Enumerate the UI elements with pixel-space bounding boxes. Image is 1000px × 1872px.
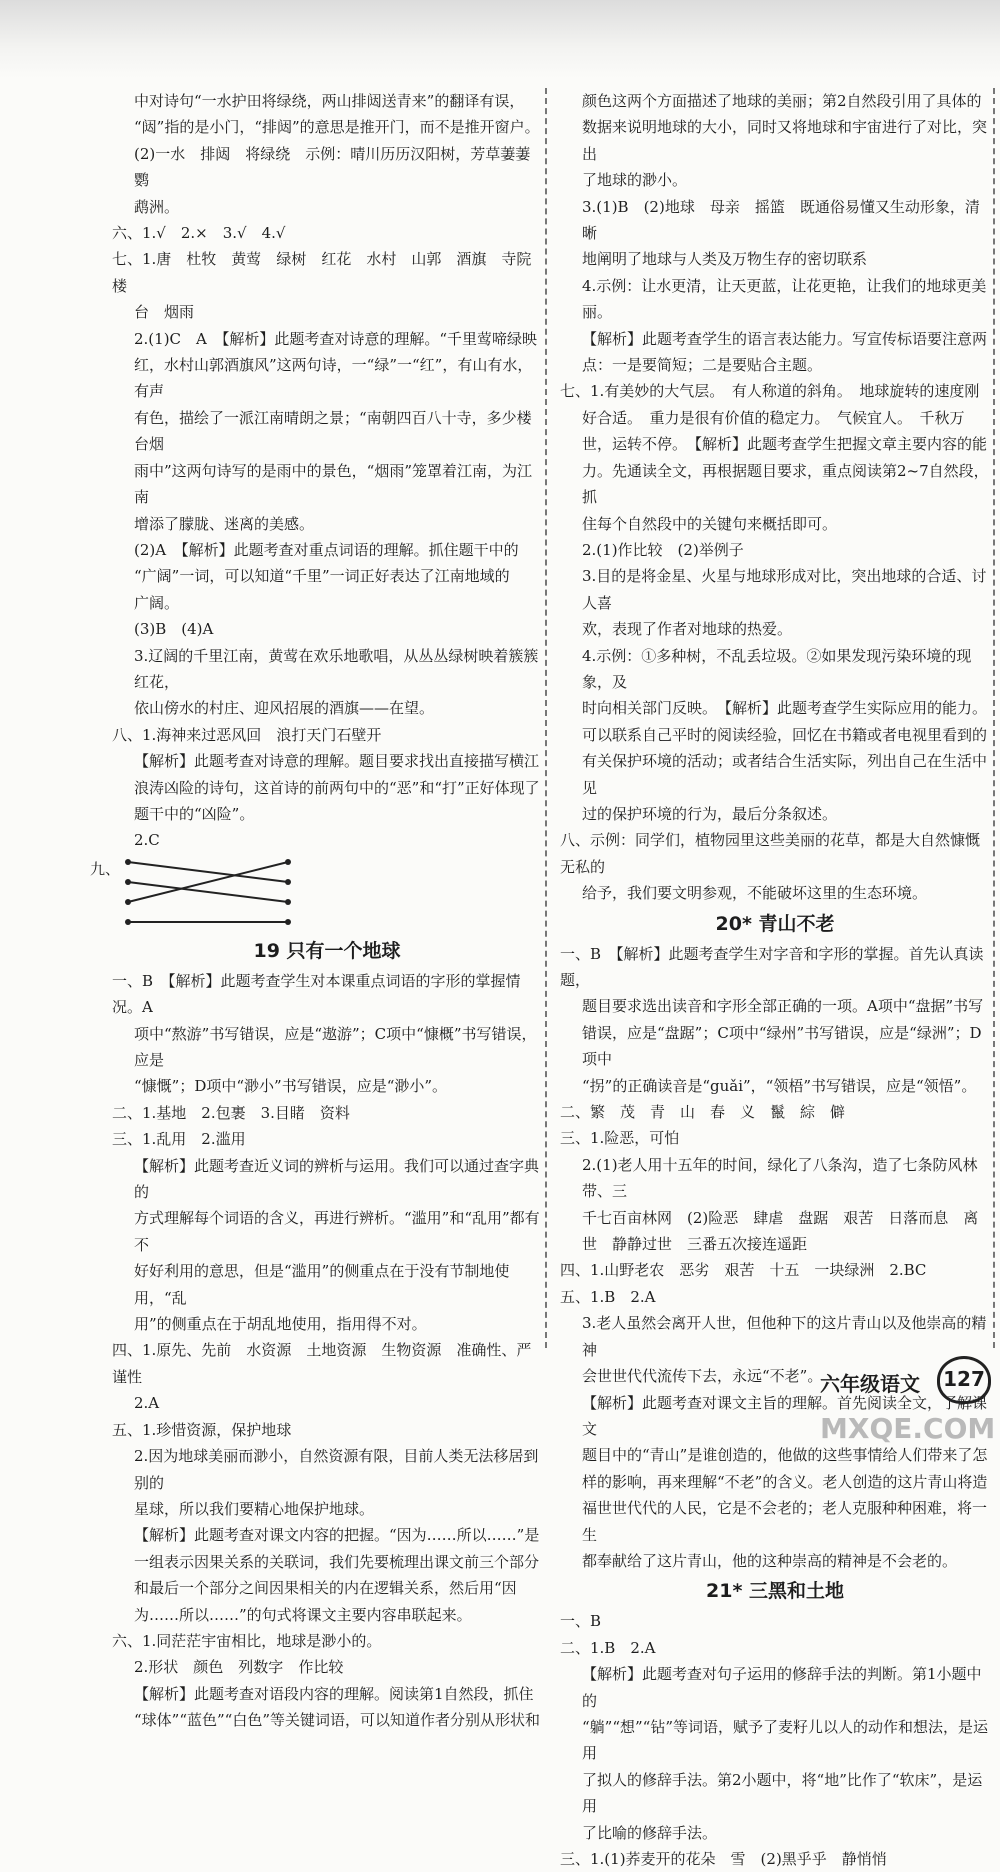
text-line: 【解析】此题考查学生的语言表达能力。写宣传标语要注意两 [582,329,988,348]
text-line: “广阔”一词，可以知道“千里”一词正好表达了江南地域的 [134,567,510,586]
text-line: 题目要求选出读音和字形全部正确的一项。A项中“盘据”书写 [582,997,984,1016]
text-line: 中对诗句“一水护田将绿绕，两山排闼送青来”的翻译有误， [134,92,525,110]
text-line: 都奉献给了这片青山，他的这种崇高的精神是不会老的。 [582,1551,958,1570]
text-line: 四、1.原先、先前 水资源 土地资源 生物资源 准确性、严谨性 [112,1341,532,1386]
text-line: 千七百亩林网 (2)险恶 肆虐 盘踞 艰苦 日落而息 离 [582,1208,979,1227]
text-line: 了比喻的修辞手法。 [582,1823,718,1842]
text-line: 有色，描绘了一派江南晴朗之景；“南朝四百八十寺，多少楼台烟 [134,408,532,454]
text-line: 增添了朦胧、迷离的美感。 [134,514,315,533]
text-line: 给予，我们要文明参观，不能破坏这里的生态环境。 [582,884,928,903]
text-line: 2.形状 颜色 列数字 作比较 [134,1658,344,1677]
text-line: 3.老人虽然会离开人世，但他种下的这片青山以及他崇高的精神 [582,1314,987,1359]
text-line: 八、1.海神来过恶风回 浪打天门石壁开 [112,725,382,744]
text-line: 福世世代代的人民，它是不会老的；老人克服种种困难，将一生 [582,1499,988,1544]
text-line: 4.示例：让水更清，让天更蓝，让花更艳，让我们的地球更美丽。 [582,276,987,322]
right-column [560,88,990,1872]
text-line: 广阔。 [134,593,180,612]
text-line: 雨中”这两句诗写的是雨中的景色，“烟雨”笼罩着江南，为江南 [134,461,533,507]
text-line: 2.因为地球美丽而渺小，自然资源有限，目前人类无法移居到别的 [134,1447,539,1492]
text-line: 2.(1)老人用十五年的时间，绿化了八条沟，造了七条防风林带、三 [582,1155,978,1201]
text-line: 五、1.B 2.A [560,1287,656,1306]
text-line: 点：一是要简短；二是要贴合主题。 [582,356,823,375]
text-line: 题目中的“青山”是谁创造的，他做的这些事情给人们带来了怎 [582,1446,988,1465]
text-line: 【解析】此题考查对课文主旨的理解。首先阅读全文，了解课文 [582,1393,988,1438]
text-line: 台 烟雨 [134,303,195,322]
text-line: (3)B (4)A [134,620,214,639]
text-line: 3.辽阔的千里江南，黄莺在欢乐地歌唱，从丛丛绿树映着簇簇红花， [134,646,539,691]
left-column [90,88,547,1734]
text-line: 【解析】此题考查对句子运用的修辞手法的判断。第1小题中的 [582,1665,982,1710]
text-line: 一、B 【解析】此题考查学生对本课重点词语的字形的掌握情况。A [112,971,521,1017]
text-line: 七、1.唐 杜牧 黄莺 绿树 红花 水村 山郭 酒旗 寺院 楼 [112,250,547,295]
lesson-19-heading: 19 只有一个地球 [253,939,401,962]
text-line: 数据来说明地球的大小，同时又将地球和宇宙进行了对比，突出 [582,118,988,163]
text-line: 世 静静过世 三番五次接连遥距 [582,1235,808,1254]
text-line: 用”的侧重点在于胡乱地使用，指用得不对。 [134,1315,427,1334]
text-line: 【解析】此题考查对课文内容的把握。“因为……所以……”是 [134,1526,540,1545]
text-line: 好合适。 重力是很有价值的稳定力。 气候宜人。 千秋万 [582,408,965,427]
text-line: “慷慨”；D项中“渺小”书写错误，应是“渺小”。 [134,1077,448,1096]
page-number: 127 [937,1356,991,1404]
text-line: 三、1.乱用 2.滥用 [112,1130,246,1149]
text-line: 过的保护环境的行为，最后分条叙述。 [582,804,838,823]
matching-diagram [90,854,542,934]
text-line: 一组表示因果关系的关联词，我们先要梳理出课文前三个部分 [134,1552,540,1571]
text-line: 六、1.同茫茫宇宙相比，地球是渺小的。 [112,1631,382,1650]
text-line: 方式理解每个词语的含义，再进行辨析。“滥用”和“乱用”都有不 [134,1209,540,1254]
text-line: 六、1.√ 2.× 3.√ 4.√ [112,224,286,243]
text-line: 有关保护环境的活动；或者结合生活实际，列出自己在生活中见 [582,752,988,797]
text-line: (2)A 【解析】此题考查对重点词语的理解。抓住题干中的 [134,540,519,559]
text-line: 会世世代代流传下去，永远“不老”。 [582,1367,823,1386]
text-line: 2.C [134,831,160,850]
text-line: 了拟人的修辞手法。第2小题中，将“地”比作了“软床”，是运用 [582,1770,983,1816]
text-line: 4.示例：①多种树，不乱丢垃圾。②如果发现污染环境的现象，及 [582,646,972,691]
text-line: 五、1.珍惜资源，保护地球 [112,1420,292,1439]
text-line: 2.(1)作比较 (2)举例子 [582,540,744,559]
watermark-text: MXQE.COM [820,1412,996,1445]
text-line: 七、1.有美妙的大气层。 有人称道的斜角。 地球旋转的速度刚 [560,382,980,401]
text-line: 住每个自然段中的关键句来概括即可。 [582,514,838,533]
lesson-20-heading: 20* 青山不老 [715,912,835,935]
right-edge-divider [993,88,995,1348]
text-line: 3.(1)B (2)地球 母亲 摇篮 既通俗易懂又生动形象，清晰 [582,197,980,243]
text-line: 三、1.险恶，可怕 [560,1129,680,1148]
footer-grade-subject: 六年级语文 [820,1372,920,1396]
text-line: 欢，表现了作者对地球的热爱。 [582,620,793,639]
text-line: 颜色这两个方面描述了地球的美丽；第2自然段引用了具体的 [582,92,982,110]
text-line: 好好利用的意思，但是“滥用”的侧重点在于没有节制地使用，“乱 [134,1262,510,1307]
nine-label: 九、 [90,859,121,878]
text-line: “球体”“蓝色”“白色”等关键词语，可以知道作者分别从形状和 [134,1711,541,1730]
text-line: 时向相关部门反映。 【解析】此题考查学生实际应用的能力。 [582,699,988,718]
text-line: 为……所以……”的句式将课文主要内容串联起来。 [134,1605,472,1624]
text-line: 错误，应是“盘踞”；C项中“绿州”书写错误，应是“绿洲”；D项中 [582,1023,982,1069]
column-divider [545,88,547,1348]
text-line: 【解析】此题考查近义词的辨析与运用。我们可以通过查字典的 [134,1156,540,1202]
text-line: 力。先通读全文，再根据题目要求，重点阅读第2~7自然段，抓 [582,461,989,507]
text-line: 和最后一个部分之间因果相关的内在逻辑关系，然后用“因 [134,1579,517,1598]
text-line: 地阐明了地球与人类及万物生存的密切联系 [582,250,868,269]
text-line: 3.目的是将金星、火星与地球形成对比，突出地球的合适、讨人喜 [582,567,987,612]
text-line: 鹉洲。 [134,197,180,216]
text-line: 二、繁 茂 青 山 春 义 鬣 綜 僻 [560,1103,846,1122]
text-line: 题干中的“凶险”。 [134,804,255,823]
text-line: 浪涛凶险的诗句，这首诗的前两句中的“恶”和“打”正好体现了 [134,778,540,797]
text-line: 了地球的渺小。 [582,171,688,190]
text-line: 世，运转不停。 【解析】此题考查学生把握文章主要内容的能 [582,435,988,454]
text-line: 八、示例：同学们，植物园里这些美丽的花草，都是大自然慷慨无私的 [560,831,981,876]
text-line: 星球，所以我们要精心地保护地球。 [134,1499,375,1518]
text-line: (2)一水 排闼 将绿绕 示例：晴川历历汉阳树，芳草萋萋鹦 [134,144,531,190]
lesson-21-heading: 21* 三黑和土地 [706,1580,844,1603]
text-line: “躺”“想”“钻”等词语，赋予了麦籽儿以人的动作和想法，是运用 [582,1717,989,1763]
text-line: 【解析】此题考查对诗意的理解。题目要求找出直接描写横江 [134,752,540,771]
text-line: 样的影响，再来理解“不老”的含义。老人创造的这片青山将造 [582,1472,988,1491]
text-line: 可以联系自己平时的阅读经验，回忆在书籍或者电视里看到的 [582,725,988,744]
text-line: “闼”指的是小门，“排闼”的意思是推开门，而不是推开窗户。 [134,118,540,137]
scan-top-band [0,0,1000,78]
matching-lines [120,854,320,932]
text-line: 二、1.基地 2.包裹 3.目睹 资料 [112,1103,350,1122]
text-line: 二、1.B 2.A [560,1638,656,1657]
text-line: 【解析】此题考查对语段内容的理解。阅读第1自然段，抓住 [134,1684,534,1703]
text-line: 四、1.山野老农 恶劣 艰苦 十五 一块绿洲 2.BC [560,1261,927,1280]
text-line: 一、B 【解析】此题考查学生对字音和字形的掌握。首先认真读题， [560,944,984,989]
text-line: 2.(1)C A 【解析】此题考查对诗意的理解。“千里莺啼绿映 [134,329,538,348]
text-line: 2.A [134,1394,160,1413]
text-line: 三、1.(1)荞麦开的花朵 雪 (2)黑乎乎 静悄悄 [560,1850,887,1868]
text-line: 依山傍水的村庄、迎风招展的酒旗——在望。 [134,699,435,718]
text-line: “拐”的正确读音是“guǎi”，“领梧”书写错误，应是“领悟”。 [582,1076,977,1095]
text-line: 一、B [560,1612,602,1631]
text-line: 红，水村山郭酒旗风”这两句诗，一“绿”一“红”，有山有水，有声 [134,356,533,401]
text-line: 项中“熬游”书写错误，应是“遨游”；C项中“慷概”书写错误，应是 [134,1024,537,1069]
